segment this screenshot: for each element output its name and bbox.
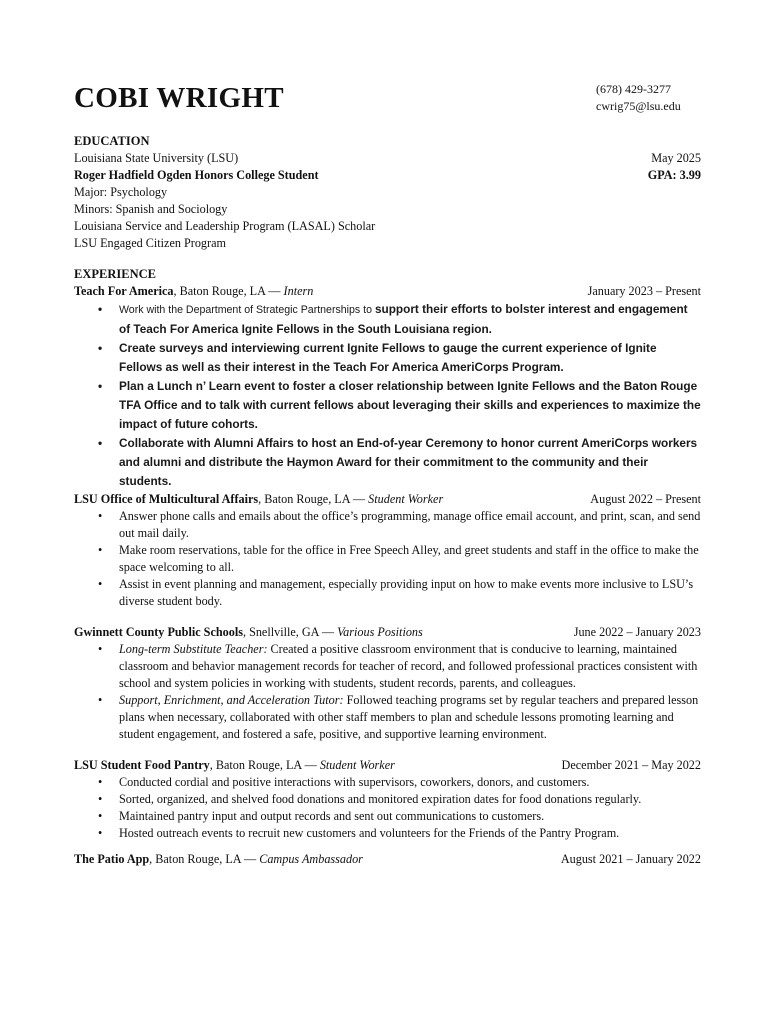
job-bullets [74, 508, 701, 610]
education-detail: Louisiana Service and Leadership Program (LASAL) Scholar [74, 219, 376, 233]
bullet-lead: Work with the Department of Strategic Partnerships to [119, 304, 375, 316]
job-location: , Baton Rouge, LA — [258, 492, 369, 506]
education-detail: LSU Engaged Citizen Program [74, 236, 226, 250]
job-header [74, 757, 701, 774]
job-dates: August 2021 – January 2022 [560, 852, 701, 866]
bullet-text: Create surveys and interviewing current Ignite Fellows to gauge the current experience of Ignite Fellows as well as their interest in the Teach For America AmeriCorps Program. [119, 341, 657, 374]
education-heading: EDUCATION [74, 134, 150, 148]
list-item [74, 339, 701, 377]
list-item: • Sorted, organized, and shelved food donations and monitored expiration dates for food donations regularly. [74, 791, 701, 808]
honors-college: Roger Hadfield Ogden Honors College Student [74, 168, 319, 182]
bullet-text: support their efforts to bolster interest and engagement of Teach For America Ignite Fellows in the South Louisiana region. [119, 302, 688, 336]
job-dates: August 2022 – Present [590, 492, 701, 506]
job-location: , Baton Rouge, LA — [173, 284, 284, 298]
education-honors-row [74, 167, 701, 184]
list-item [74, 300, 701, 339]
list-item: • Answer phone calls and emails about the office’s programming, manage office email account, and print, scan, and send out mail daily. [74, 508, 701, 542]
job-header [74, 283, 701, 300]
job-title-line [74, 757, 395, 774]
list-item [74, 641, 701, 692]
job-role: Student Worker [368, 492, 444, 506]
job-dates: June 2022 – January 2023 [573, 625, 701, 639]
list-item [74, 377, 701, 434]
job-location: , Baton Rouge, LA — [209, 758, 320, 772]
phone-number: (678) 429-3277 [596, 82, 671, 96]
job-header [74, 491, 701, 508]
position-label: Support, Enrichment, and Acceleration Tutor: [119, 693, 344, 707]
education-school-row [74, 150, 701, 167]
job-title-line [74, 851, 363, 868]
education-detail: Minors: Spanish and Sociology [74, 202, 228, 216]
list-item [74, 434, 701, 491]
list-item: • Make room reservations, table for the office in Free Speech Alley, and greet students and staff in the office to make the space welcoming to all. [74, 542, 701, 576]
job-org: LSU Office of Multicultural Affairs [74, 492, 259, 506]
job-title-line [74, 624, 423, 641]
job-dates: December 2021 – May 2022 [561, 758, 701, 772]
gpa: GPA: 3.99 [647, 168, 701, 182]
list-item [74, 692, 701, 743]
experience-heading: EXPERIENCE [74, 267, 156, 281]
candidate-name: COBI WRIGHT [74, 82, 284, 114]
job-bullets [74, 300, 701, 491]
school-name: Louisiana State University (LSU) [74, 151, 239, 165]
job-header [74, 851, 701, 868]
job-bullets [74, 774, 701, 842]
position-label: Long-term Substitute Teacher: [119, 642, 268, 656]
contact-block [596, 81, 681, 115]
job-role: Various Positions [337, 625, 423, 639]
resume-body [74, 133, 701, 868]
job-dates: January 2023 – Present [587, 284, 701, 298]
job-org: The Patio App [74, 852, 150, 866]
job-location: , Baton Rouge, LA — [149, 852, 260, 866]
bullet-text: Followed teaching programs set by regular teachers and prepared lesson plans when necessary, collaborated with other staff members to plan and schedule lessons promoting learning and student engagement, and fostered a safe, positive, and supportive learning environment. [119, 693, 699, 741]
graduation-date: May 2025 [651, 151, 701, 165]
list-item: • Hosted outreach events to recruit new customers and volunteers for the Friends of the Pantry Program. [74, 825, 701, 842]
job-org: Teach For America [74, 284, 174, 298]
education-detail: Major: Psychology [74, 185, 168, 199]
list-item: • Assist in event planning and management, especially providing input on how to make events more inclusive to LSU’s diverse student body. [74, 576, 701, 610]
job-role: Campus Ambassador [259, 852, 363, 866]
bullet-text: Plan a Lunch n’ Learn event to foster a closer relationship between Ignite Fellows and the Baton Rouge TFA Office and to talk with current fellows about leveraging their skills and experiences to maximize the impact of future cohorts. [119, 379, 701, 431]
email-address: cwrig75@lsu.edu [596, 99, 681, 113]
job-location: , Snellville, GA — [242, 625, 338, 639]
bullet-text: Created a positive classroom environment that is conducive to learning, maintained classroom and behavior management records for teacher of record, and followed professional practices consistent with school and system policies in working with students, student records, parents, and colleagues. [119, 642, 698, 690]
job-role: Student Worker [319, 758, 395, 772]
job-title-line [74, 491, 443, 508]
job-org: Gwinnett County Public Schools [74, 625, 243, 639]
list-item: • Conducted cordial and positive interactions with supervisors, coworkers, donors, and customers. [74, 774, 701, 791]
job-org: LSU Student Food Pantry [74, 758, 210, 772]
job-title-line [74, 283, 313, 300]
job-bullets [74, 641, 701, 743]
job-header [74, 624, 701, 641]
job-role: Intern [283, 284, 314, 298]
bullet-text: Collaborate with Alumni Affairs to host an End-of-year Ceremony to honor current AmeriCorps workers and alumni and distribute the Haymon Award for their commitment to the community and their students. [119, 436, 698, 488]
list-item: • Maintained pantry input and output records and sent out communications to customers. [74, 808, 701, 825]
